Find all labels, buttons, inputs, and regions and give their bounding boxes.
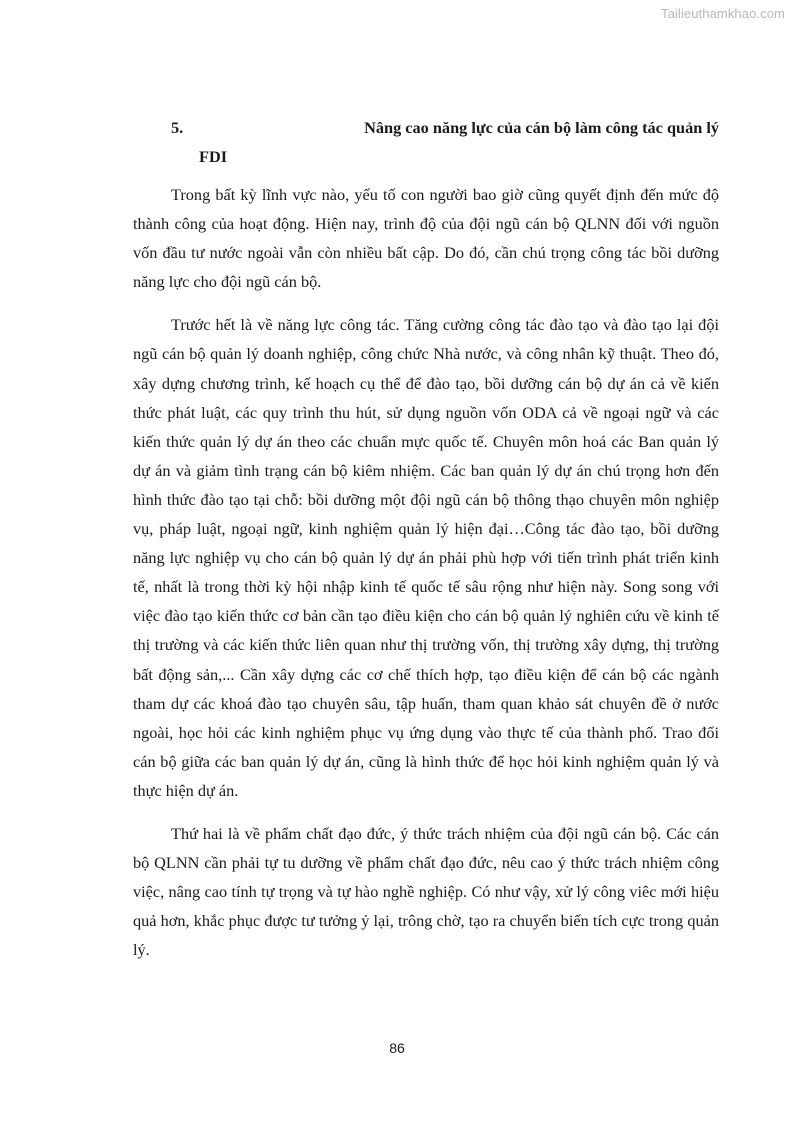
paragraph-2: Trước hết là về năng lực công tác. Tăng cường công tác đào tạo và đào tạo lại đội ngũ cán bộ quản lý doanh nghiệp, công chức Nhà nước, và công nhân kỹ thuật. Theo đó, xây dựng chương trình, kế hoạch cụ thể để đào tạo, bồi dưỡng cán bộ dự án cả về kiến thức phát luật, các quy trình thu hút, sử dụng nguồn vốn ODA cả về ngoại ngữ và các kiến thức quản lý dự án theo các chuẩn mực quốc tế. Chuyên môn hoá các Ban quản lý dự án và giảm tình trạng cán bộ kiêm nhiệm. Các ban quản lý dự án chú trọng hơn đến hình thức đào tạo tại chỗ: bồi dưỡng một đội ngũ cán bộ thông thạo chuyên môn nghiệp vụ, pháp luật, ngoại ngữ, kinh nghiệm quản lý hiện đại…Công tác đào tạo, bồi dưỡng năng lực nghiệp vụ cho cán bộ quản lý dự án phải phù hợp với tiến trình phát triển kinh tế, nhất là trong thời kỳ hội nhập kinh tế quốc tế sâu rộng như hiện này. Song song với việc đào tạo kiến thức cơ bản cần tạo điều kiện cho cán bộ quản lý nghiên cứu về kinh tế thị trường và các kiến thức liên quan như thị trường vốn, thị trường xây dựng, thị trường bất động sản,... Cần xây dựng các cơ chế thích hợp, tạo điều kiện để cán bộ các ngành tham dự các khoá đào tạo chuyên sâu, tập huấn, tham quan khảo sát chuyên đề ở nước ngoài, học hỏi các kinh nghiệm phục vụ ứng dụng vào thực tế của thành phố. Trao đổi cán bộ giữa các ban quản lý dự án, cũng là hình thức để học hỏi kinh nghiệm quản lý và thực hiện dự án.	[133, 315, 719, 800]
paragraph-3: Thứ hai là về phẩm chất đạo đức, ý thức trách nhiệm của đội ngũ cán bộ. Các cán bộ QLNN cần phải tự tu dưỡng về phẩm chất đạo đức, nêu cao ý thức trách nhiệm công việc, nâng cao tính tự trọng và tự hào nghề nghiệp. Có như vậy, xử lý công viêc mới hiệu quả hơn, khắc phục được tư tưởng ỷ lại, trông chờ, tạo ra chuyển biến tích cực trong quản lý.	[133, 823, 719, 960]
paragraph-1: Trong bất kỳ lĩnh vực nào, yếu tố con người bao giờ cũng quyết định đến mức độ thành công của hoạt động. Hiện nay, trình độ của đội ngũ cán bộ QLNN đối với nguồn vốn đầu tư nước ngoài vẫn còn nhiều bất cập. Do đó, cần chú trọng công tác bồi dưỡng năng lực cho đội ngũ cán bộ.	[133, 185, 719, 292]
section-number: 5.	[171, 118, 184, 137]
watermark: Tailieuthamkhao.com	[660, 6, 785, 21]
section-title-continuation: FDI	[199, 147, 228, 166]
body-text	[133, 180, 719, 978]
page-number: 86	[389, 1040, 405, 1056]
section-title: Nâng cao năng lực của cán bộ làm công tác quản lý	[364, 118, 719, 137]
